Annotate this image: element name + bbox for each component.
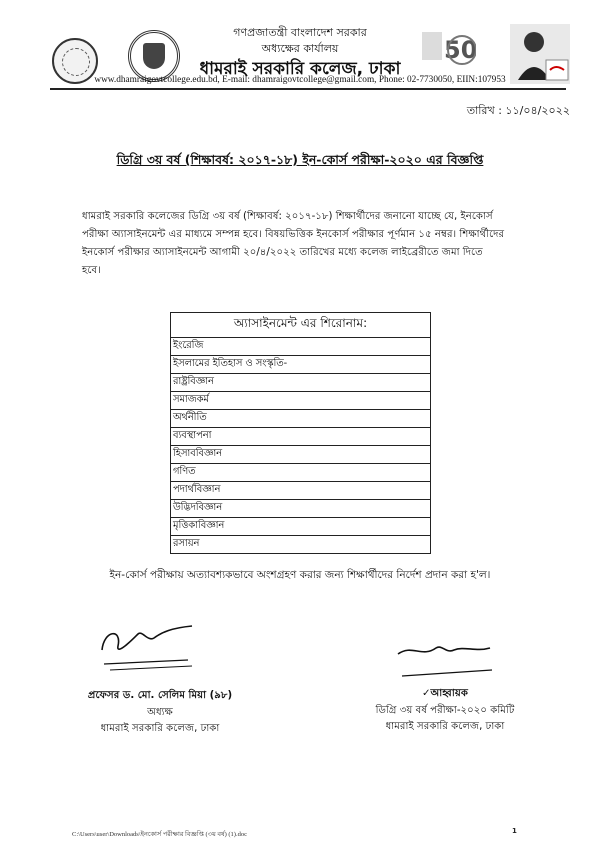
table-header: অ্যাসাইনমেন্ট এর শিরোনাম:: [171, 313, 431, 338]
convener-committee: ডিগ্রি ৩য় বর্ষ পরীক্ষা-২০২০ কমিটি: [375, 704, 515, 716]
subject-row: সমাজকর্ম: [171, 392, 431, 410]
principal-signature: [92, 620, 204, 674]
subject-row: ইসলামের ইতিহাস ও সংস্কৃতি-: [171, 356, 431, 374]
subject-row: মৃত্তিকাবিজ্ঞান: [171, 518, 431, 536]
contact-info: www.dhamraigovtcollege.edu.bd, E-mail: dhamraigovtcollege@gmail.com, Phone: 02-7730050, EIIN:107953: [94, 75, 506, 85]
convener-signature: [392, 640, 504, 692]
header-govt-line: গণপ্রজাতন্ত্রী বাংলাদেশ সরকার: [233, 26, 367, 39]
principal-designation: অধ্যক্ষ: [147, 706, 173, 718]
body-line: পরীক্ষা অ্যাসাইনমেন্ট এর মাধ্যমে সম্পন্ন হবে। বিষয়ভিত্তিক ইনকোর্স পরীক্ষার পূর্ণমান ১৫ নম্বর। শিক্ষার্থীদের: [82, 229, 505, 240]
body-line: ইনকোর্স পরীক্ষার অ্যাসাইনমেন্ট আগামী ২০/৪/২০২২ তারিখের মধ্যে কলেজ লাইব্রেরীতে জমা দিতে: [82, 247, 483, 258]
college-name: ধামরাই সরকারি কলেজ, ঢাকা: [199, 59, 401, 79]
footer-page-number: 1: [512, 827, 517, 835]
subject-row: রসায়ন: [171, 536, 431, 554]
assignment-table: [170, 312, 431, 554]
svg-text:50: 50: [444, 36, 476, 64]
body-line: হবে।: [82, 265, 101, 276]
footer-file-path: C:\Users\user\Downloads\ইনকোর্স পরীক্ষার বিজ্ঞপ্তি (৩য় বর্ষ) (1).doc: [72, 831, 247, 838]
subject-row: ইংরেজি: [171, 338, 431, 356]
check-mark: ✓: [421, 688, 431, 699]
convener-signature-block: [350, 686, 540, 736]
instruction-text: ইন-কোর্স পরীক্ষায় অত্যাবশ্যকভাবে অংশগ্রহণ করার জন্য শিক্ষার্থীদের নির্দেশ প্রদান করা হ'ল।: [109, 569, 491, 581]
subject-row: ব্যবস্থাপনা: [171, 428, 431, 446]
principal-office: ধামরাই সরকারি কলেজ, ঢাকা: [100, 723, 220, 734]
body-line: ধামরাই সরকারি কলেজের ডিগ্রি ৩য় বর্ষ (শিক্ষাবর্ষ: ২০১৭-১৮) শিক্ষার্থীদের জনানো যাচ্ছে যে, ইনকোর্স: [82, 211, 493, 222]
subject-row: রাষ্ট্রবিজ্ঞান: [171, 374, 431, 392]
subject-row: উদ্ভিদবিজ্ঞান: [171, 500, 431, 518]
notice-date: তারিখ : ১১/০৪/২০২২: [466, 104, 570, 117]
principal-signature-block: [60, 688, 260, 738]
notice-title: ডিগ্রি ৩য় বর্ষ (শিক্ষাবর্ষ: ২০১৭-১৮) ইন-কোর্স পরীক্ষা-২০২০ এর বিজ্ঞপ্তি: [116, 152, 484, 167]
convener-role: ✓আহ্বায়ক: [421, 688, 469, 699]
notice-body: [82, 208, 552, 280]
subject-row: হিসাববিজ্ঞান: [171, 446, 431, 464]
header-office-line: অধ্যক্ষের কার্যালয়: [261, 42, 339, 55]
subject-row: অর্থনীতি: [171, 410, 431, 428]
principal-name: প্রফেসর ড. মো. সেলিম মিয়া (৯৮): [87, 690, 233, 701]
subject-row: গণিত: [171, 464, 431, 482]
header-divider: [50, 88, 566, 90]
subject-row: পদার্থবিজ্ঞান: [171, 482, 431, 500]
convener-office: ধামরাই সরকারি কলেজ, ঢাকা: [385, 721, 505, 732]
